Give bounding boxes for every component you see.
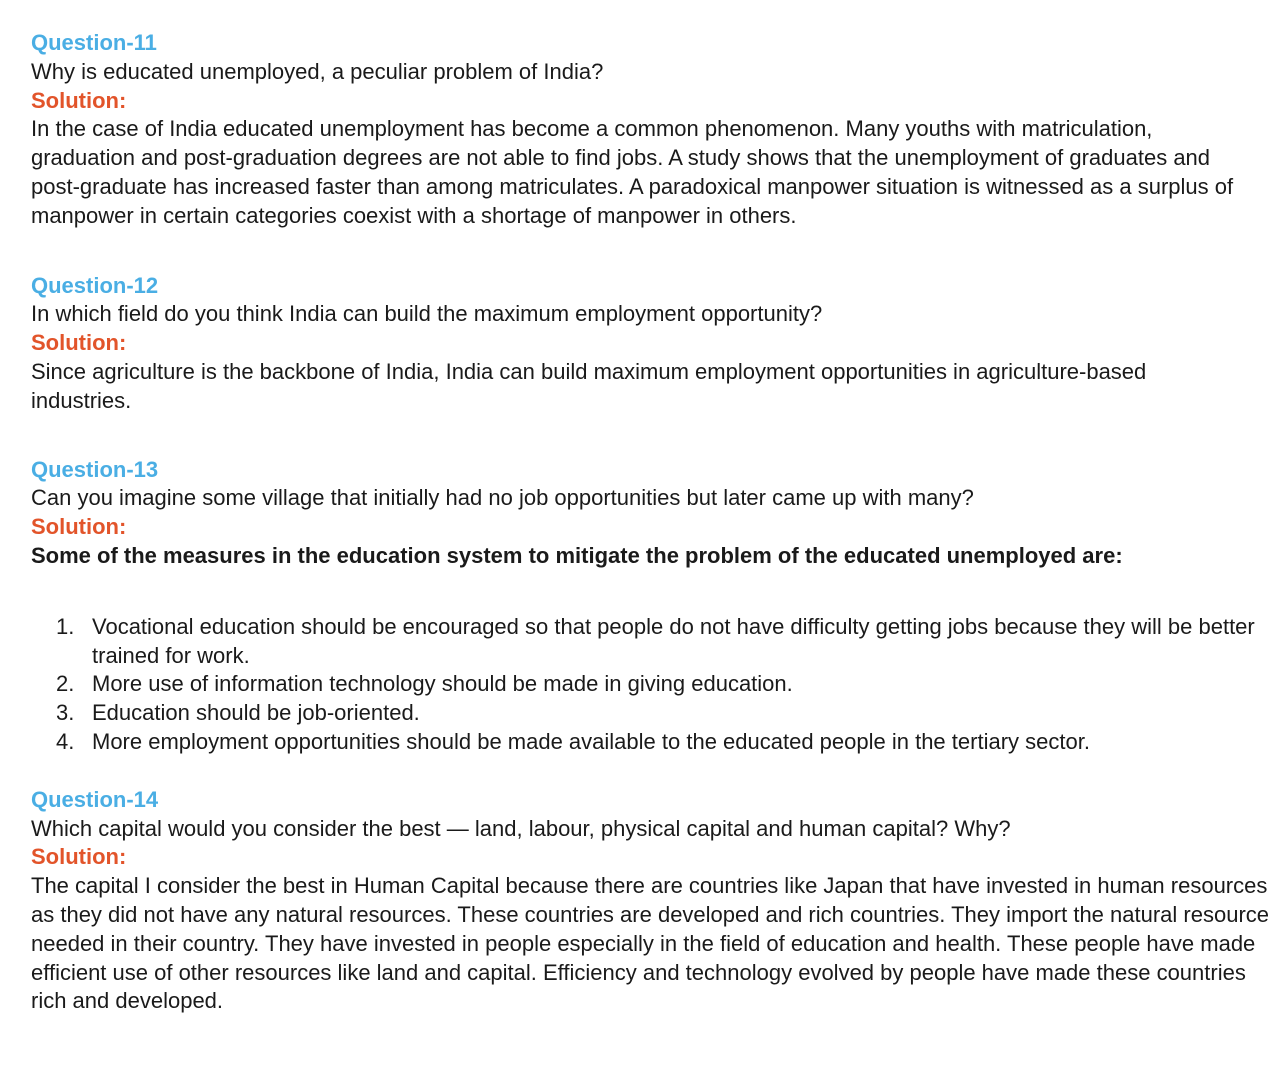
solution-label: Solution: [31, 330, 127, 356]
question-title: Question-12 [31, 272, 159, 298]
list-number: 4. [56, 728, 75, 754]
solution-label: Solution: [31, 844, 127, 870]
document-page [31, 29, 1271, 1016]
question-block-13 [31, 456, 1271, 757]
question-block-11 [31, 29, 1271, 231]
list-number: 1. [56, 613, 75, 639]
question-title: Question-13 [31, 456, 159, 482]
question-text: Which capital would you consider the best — land, labour, physical capital and human capital? Why? [31, 815, 1011, 841]
question-text: In which field do you think India can build the maximum employment opportunity? [31, 301, 823, 327]
list-text: More employment opportunities should be made available to the educated people in the tertiary sector. [92, 728, 1090, 754]
question-title: Question-14 [31, 786, 159, 812]
list-number: 2. [56, 671, 75, 697]
list-item [31, 670, 1271, 699]
question-block-14 [31, 786, 1271, 1016]
solution-text: The capital I consider the best in Human Capital because there are countries like Japan that have invested in human resources as they did not have any natural resources. These countries are developed and rich countries. They import the natural resource needed in their country. They have invested in people especially in the field of education and health. These people have made efficient use of other resources like land and capital. Efficiency and technology evolved by people have made these countries rich and developed. [31, 873, 1270, 1014]
solution-label: Solution: [31, 514, 127, 540]
measures-list [31, 613, 1271, 757]
question-text: Why is educated unemployed, a peculiar problem of India? [31, 58, 604, 84]
list-number: 3. [56, 700, 75, 726]
solution-text: Since agriculture is the backbone of India, India can build maximum employment opportunities in agriculture-based industries. [31, 358, 1147, 413]
list-item [31, 699, 1271, 728]
question-text: Can you imagine some village that initially had no job opportunities but later came up with many? [31, 485, 974, 511]
list-text: Vocational education should be encouraged so that people do not have difficulty getting jobs because they will be better trained for work. [92, 613, 1255, 668]
list-item [31, 728, 1271, 757]
list-text: More use of information technology should be made in giving education. [92, 671, 793, 697]
list-item [31, 613, 1271, 671]
solution-text: In the case of India educated unemployment has become a common phenomenon. Many youths with matriculation, graduation and post-graduation degrees are not able to find jobs. A study shows that the unemployment of graduates and post-graduate has increased faster than among matriculates. A paradoxical manpower situation is witnessed as a surplus of manpower in certain categories coexist with a shortage of manpower in others. [31, 116, 1234, 228]
list-text: Education should be job-oriented. [92, 700, 420, 726]
solution-heading: Some of the measures in the education system to mitigate the problem of the educated unemployed are: [31, 542, 1123, 568]
question-title: Question-11 [31, 30, 157, 55]
question-block-12 [31, 272, 1271, 416]
solution-label: Solution: [31, 87, 127, 113]
